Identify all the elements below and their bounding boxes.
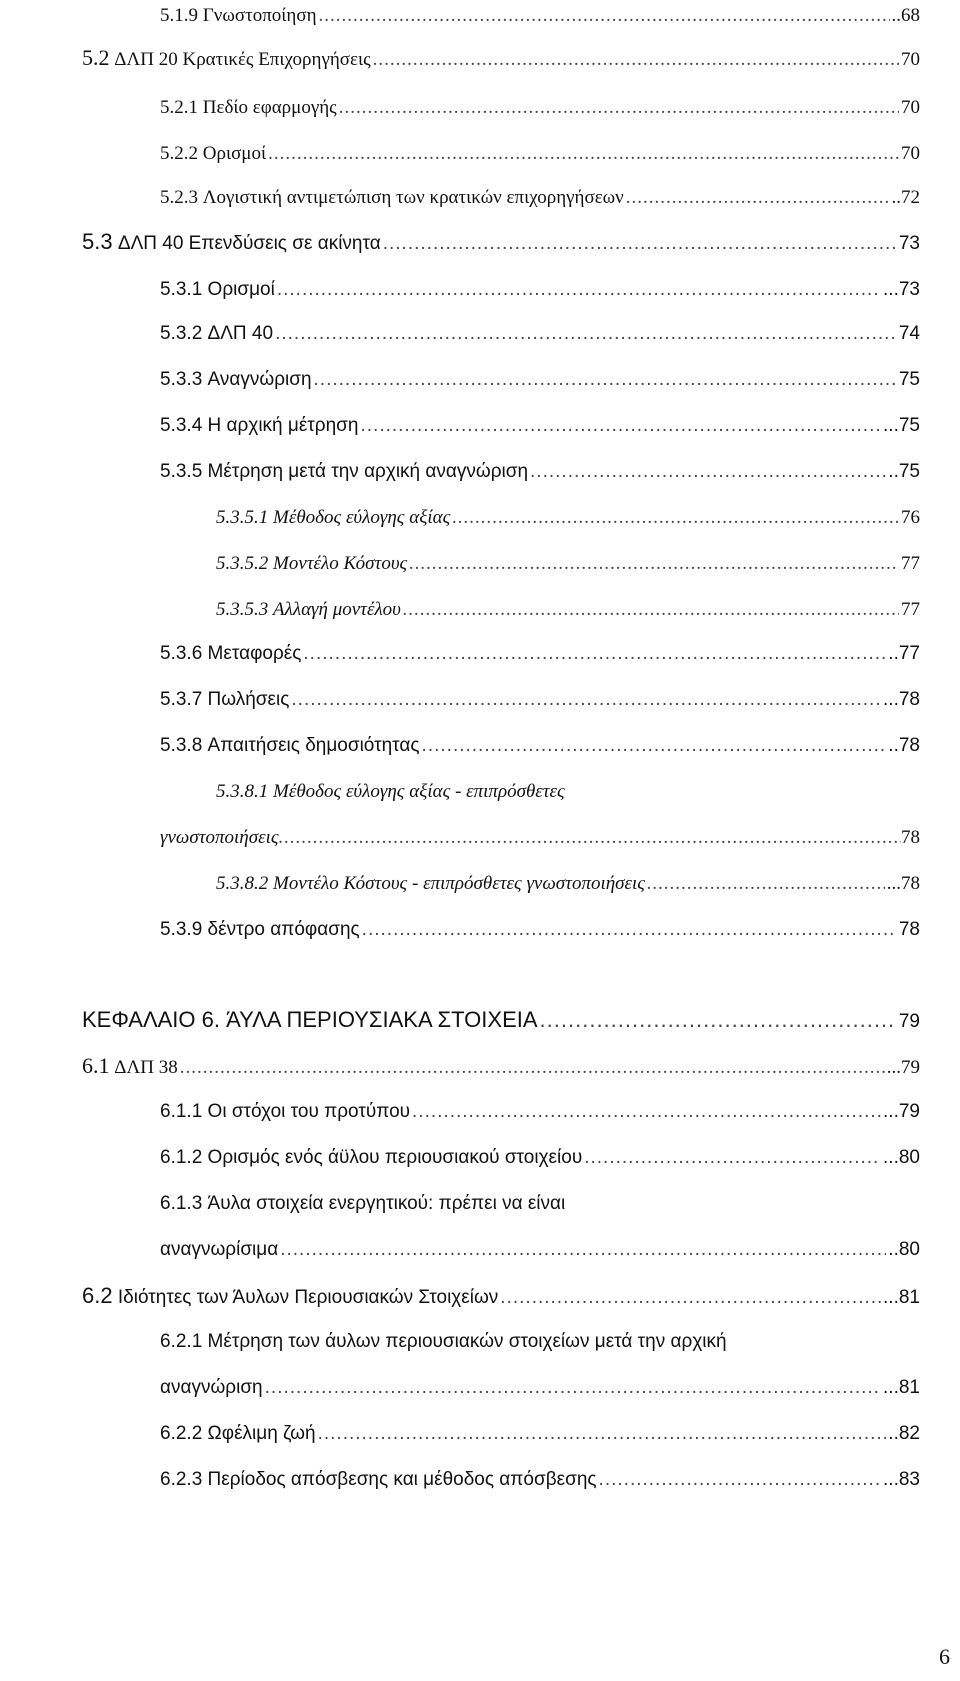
toc-entry-page: 76 [901, 507, 920, 528]
toc-entry[interactable] [216, 552, 920, 576]
toc-entry[interactable] [160, 642, 920, 666]
toc-entry-page: ...80 [883, 1147, 920, 1168]
toc-entry-title-continuation: γνωστοποιήσεις [160, 827, 279, 848]
toc-entry-title: Ιδιότητες των Άυλων Περιουσιακών Στοιχείων [117, 1287, 499, 1308]
toc-chapter-entry[interactable] [82, 1008, 920, 1034]
toc-entry[interactable] [216, 872, 920, 896]
toc-entry-page: ...75 [883, 415, 920, 436]
toc-entry-title: Η αρχική μέτρηση [207, 415, 359, 436]
toc-entry-number: 5.3.5.2 [216, 553, 269, 574]
leader-dots [319, 4, 890, 28]
toc-entry-page: ...83 [883, 1469, 920, 1490]
leader-dots [409, 552, 899, 576]
toc-entry-number: 6.1.2 [160, 1147, 203, 1168]
toc-entry[interactable] [160, 278, 920, 302]
toc-entry-title: Ορισμοί [202, 143, 267, 164]
leader-dots [626, 186, 890, 210]
toc-entry-number: 5.3.7 [160, 689, 203, 710]
leader-dots [647, 872, 885, 896]
toc-entry-number: 5.3.5.3 [216, 599, 269, 620]
toc-entry-number: 5.3.5 [160, 461, 203, 482]
toc-entry[interactable] [160, 368, 920, 392]
toc-entry-number: 5.2.2 [160, 143, 198, 164]
toc-entry-title: Λογιστική αντιμετώπιση των κρατικών επιχορηγήσεων [202, 187, 624, 208]
toc-entry-number: 5.3 [82, 229, 113, 254]
toc-entry-number: 5.3.8 [160, 735, 203, 756]
toc-entry[interactable] [216, 598, 920, 622]
toc-entry[interactable] [216, 506, 920, 530]
toc-entry-title: Οι στόχοι του προτύπου [207, 1101, 411, 1122]
toc-entry-title: Μεταφορές [207, 643, 302, 664]
leader-dots [277, 278, 881, 302]
toc-entry-title: ΔΛΠ 20 Κρατικές Επιχορηγήσεις [114, 49, 371, 70]
leader-dots [279, 826, 901, 850]
toc-entry[interactable] [160, 186, 920, 210]
toc-entry-title-continuation: αναγνωρίσιμα [160, 1239, 279, 1260]
leader-dots [540, 1008, 897, 1032]
toc-entry[interactable] [82, 1054, 920, 1080]
toc-entry[interactable] [160, 460, 920, 484]
leader-dots [452, 506, 899, 530]
toc-entry-title: Αναγνώριση [207, 369, 312, 390]
toc-entry-title: Μέτρηση μετά την αρχική αναγνώριση [207, 461, 529, 482]
toc-entry-number: 6.1 [82, 1053, 110, 1078]
toc-entry-title: Αλλαγή μοντέλου [273, 599, 401, 620]
leader-dots [275, 322, 897, 346]
toc-entry-number: 6.1.3 [160, 1193, 203, 1214]
leader-dots [268, 142, 899, 166]
leader-dots [599, 1468, 881, 1492]
toc-entry[interactable] [160, 1468, 920, 1492]
leader-dots [584, 1146, 881, 1170]
leader-dots [500, 1286, 881, 1310]
page-number: 6 [939, 1644, 950, 1669]
toc-entry-title: Πωλήσεις [207, 689, 290, 710]
toc-entry[interactable] [160, 1100, 920, 1124]
toc-entry-title: Ορισμοί [207, 279, 275, 300]
leader-dots [339, 96, 899, 120]
toc-entry[interactable] [82, 1284, 920, 1310]
toc-entry-page: ...78 [886, 873, 920, 894]
toc-entry-number: 5.3.9 [160, 919, 203, 940]
toc-entry-number: 5.3.8.2 [216, 873, 269, 894]
toc-entry-first-line[interactable] [160, 1330, 727, 1354]
toc-entry-title: Γνωστοποίηση [202, 5, 317, 26]
toc-entry-number: 5.2.3 [160, 187, 198, 208]
toc-entry-title: Μέθοδος εύλογης αξίας - επιπρόσθετες [273, 781, 565, 802]
toc-entry-page: ...81 [883, 1287, 920, 1308]
toc-entry-number: 5.2.1 [160, 97, 198, 118]
toc-entry[interactable] [160, 96, 920, 120]
toc-entry-page: 70 [901, 143, 920, 164]
leader-dots [422, 734, 887, 758]
toc-entry[interactable] [160, 414, 920, 438]
toc-entry-page: ..80 [888, 1239, 920, 1260]
toc-entry-page: ...81 [883, 1377, 920, 1398]
toc-entry-number: 6.2.1 [160, 1331, 203, 1352]
toc-entry-page: 78 [898, 919, 920, 940]
toc-entry-title: δέντρο απόφασης [207, 919, 360, 940]
toc-entry-page: ..77 [888, 643, 920, 664]
toc-entry-title: ΆΥΛΑ ΠΕΡΙΟΥΣΙΑΚΑ ΣΤΟΙΧΕΙΑ [226, 1007, 538, 1032]
toc-entry[interactable] [160, 322, 920, 346]
toc-entry-number: 5.1.9 [160, 5, 198, 26]
toc-entry-number: 5.3.4 [160, 415, 203, 436]
toc-entry-title: Άυλα στοιχεία ενεργητικού: πρέπει να είναι [207, 1193, 566, 1214]
toc-entry[interactable] [160, 142, 920, 166]
toc-entry-page: 70 [901, 49, 920, 70]
toc-entry[interactable] [160, 4, 920, 28]
leader-dots [314, 368, 897, 392]
toc-entry-page: ..68 [891, 5, 920, 26]
toc-entry-continuation[interactable] [160, 1238, 920, 1262]
leader-dots [265, 1376, 881, 1400]
toc-entry-page: 70 [901, 97, 920, 118]
toc-entry-number: 6.1.1 [160, 1101, 203, 1122]
toc-entry-title: Μέθοδος εύλογης αξίας [273, 507, 451, 528]
toc-entry-first-line[interactable] [160, 1192, 565, 1216]
toc-entry-first-line[interactable] [216, 780, 565, 804]
toc-entry-page: 75 [898, 369, 920, 390]
leader-dots [318, 1422, 887, 1446]
toc-entry-continuation[interactable] [160, 826, 920, 850]
toc-entry-number: ΚΕΦΑΛΑΙΟ 6. [82, 1007, 220, 1032]
toc-entry[interactable] [160, 918, 920, 942]
toc-entry-number: 6.2 [82, 1283, 113, 1308]
toc-entry[interactable] [82, 230, 920, 256]
toc-entry-title: Περίοδος απόσβεσης και μέθοδος απόσβεσης [207, 1469, 597, 1490]
toc-entry-title: ΔΛΠ 40 [207, 323, 274, 344]
toc-entry[interactable] [160, 688, 920, 712]
leader-dots [530, 460, 886, 484]
toc-entry-title: Πεδίο εφαρμογής [202, 97, 337, 118]
toc-entry[interactable] [82, 46, 920, 72]
toc-entry-number: 5.3.1 [160, 279, 203, 300]
toc-entry-page: 77 [901, 599, 920, 620]
toc-entry-page: ...79 [886, 1057, 920, 1078]
leader-dots [412, 1100, 881, 1124]
toc-entry-title: Ωφέλιμη ζωή [207, 1423, 316, 1444]
toc-entry-page: 77 [901, 553, 920, 574]
leader-dots [360, 414, 881, 438]
toc-entry[interactable] [160, 1422, 920, 1446]
toc-entry-page: ...78 [883, 689, 920, 710]
toc-entry-number: 5.3.2 [160, 323, 203, 344]
toc-entry-title: Μοντέλο Κόστους [273, 553, 408, 574]
toc-entry-page: 73 [898, 233, 920, 254]
toc-entry[interactable] [160, 1146, 920, 1170]
toc-entry-page: 78 [901, 827, 920, 848]
leader-dots [291, 688, 881, 712]
leader-dots [303, 642, 886, 666]
toc-entry-continuation[interactable] [160, 1376, 920, 1400]
toc-entry-number: 5.3.6 [160, 643, 203, 664]
leader-dots [180, 1056, 885, 1080]
leader-dots [280, 1238, 886, 1262]
leader-dots [362, 918, 897, 942]
toc-entry-title: ΔΛΠ 40 Επενδύσεις σε ακίνητα [117, 233, 381, 254]
toc-entry-title: Ορισμός ενός άϋλου περιουσιακού στοιχείου [207, 1147, 583, 1168]
toc-entry-page: ..72 [891, 187, 920, 208]
toc-entry-page: 79 [898, 1011, 920, 1032]
toc-entry-number: 6.2.3 [160, 1469, 203, 1490]
toc-entry-page: ..78 [888, 735, 920, 756]
toc-entry-page: ...79 [883, 1101, 920, 1122]
toc-entry-page: 74 [898, 323, 920, 344]
toc-entry-number: 5.3.3 [160, 369, 203, 390]
toc-entry-title: Μοντέλο Κόστους - επιπρόσθετες γνωστοποιήσεις [273, 873, 646, 894]
toc-entry-title: Απαιτήσεις δημοσιότητας [207, 735, 420, 756]
toc-entry-title: Μέτρηση των άυλων περιουσιακών στοιχείων μετά την αρχική [207, 1331, 727, 1352]
toc-entry-page: ..82 [888, 1423, 920, 1444]
toc-entry-title: ΔΛΠ 38 [114, 1057, 178, 1078]
leader-dots [403, 598, 899, 622]
leader-dots [373, 48, 899, 72]
toc-entry-number: 5.3.5.1 [216, 507, 269, 528]
toc-entry-number: 6.2.2 [160, 1423, 203, 1444]
toc-entry-number: 5.2 [82, 45, 110, 70]
toc-entry-page: ...73 [883, 279, 920, 300]
toc-entry-page: ..75 [888, 461, 920, 482]
toc-entry[interactable] [160, 734, 920, 758]
toc-entry-title-continuation: αναγνώριση [160, 1377, 263, 1398]
toc-entry-number: 5.3.8.1 [216, 781, 269, 802]
leader-dots [383, 232, 897, 256]
